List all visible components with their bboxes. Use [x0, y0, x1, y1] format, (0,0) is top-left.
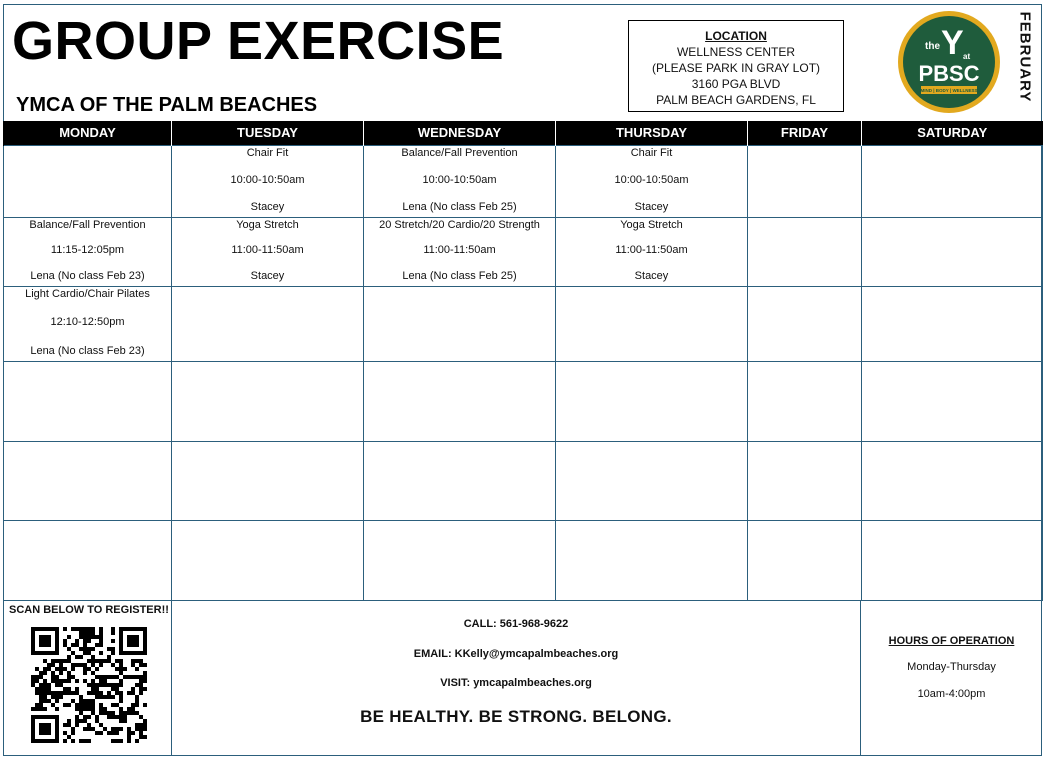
- schedule-cell: [862, 441, 1043, 520]
- schedule-row: [4, 441, 1043, 520]
- class-name: Light Cardio/Chair Pilates: [25, 287, 150, 300]
- schedule-cell: [172, 217, 364, 286]
- class-time: 12:10-12:50pm: [50, 316, 125, 328]
- schedule-cell: [172, 145, 364, 217]
- schedule-cell: [862, 361, 1043, 441]
- schedule-cell: [4, 145, 172, 217]
- schedule-cell: [172, 286, 364, 361]
- scan-label: SCAN BELOW TO REGISTER!!: [9, 604, 169, 616]
- schedule-cell: [862, 217, 1043, 286]
- schedule-cell: [172, 520, 364, 600]
- schedule-cell: [862, 520, 1043, 600]
- schedule-table: [3, 121, 1043, 601]
- footer: [3, 601, 1042, 756]
- location-line: PALM BEACH GARDENS, FL: [656, 93, 816, 107]
- register-panel: [3, 601, 172, 756]
- day-header-monday: MONDAY: [4, 121, 172, 145]
- class-time: 11:00-11:50am: [231, 244, 304, 256]
- schedule-cell: [4, 217, 172, 286]
- logo-tagline: MIND | BODY | WELLNESS: [920, 88, 978, 93]
- schedule-cell: [556, 441, 748, 520]
- schedule-cell: [364, 145, 556, 217]
- motto: BE HEALTHY. BE STRONG. BELONG.: [360, 707, 672, 726]
- class-entry: [558, 146, 745, 214]
- schedule-cell: [556, 145, 748, 217]
- schedule-cell: [364, 520, 556, 600]
- organization-name: YMCA OF THE PALM BEACHES: [16, 94, 318, 116]
- day-header-saturday: SATURDAY: [862, 121, 1043, 145]
- contact-website: VISIT: ymcapalmbeaches.org: [440, 677, 592, 689]
- schedule-cell: [172, 361, 364, 441]
- hours-time: 10am-4:00pm: [917, 688, 986, 700]
- register-qr-code[interactable]: [31, 627, 147, 743]
- class-instructor: Stacey: [250, 200, 285, 213]
- schedule-cell: [556, 286, 748, 361]
- schedule-row: [4, 520, 1043, 600]
- schedule-cell: [4, 520, 172, 600]
- location-line: 3160 PGA BLVD: [691, 77, 781, 91]
- class-time: 10:00-10:50am: [422, 173, 497, 186]
- schedule-body: [4, 145, 1043, 600]
- class-instructor: Stacey: [634, 200, 669, 213]
- hours-heading: HOURS OF OPERATION: [888, 635, 1015, 647]
- class-name: Yoga Stretch: [620, 218, 683, 231]
- page-title: GROUP EXERCISE: [12, 11, 505, 71]
- day-header-wednesday: WEDNESDAY: [364, 121, 556, 145]
- day-header-tuesday: TUESDAY: [172, 121, 364, 145]
- schedule-cell: [556, 217, 748, 286]
- class-time: 11:00-11:50am: [615, 244, 688, 256]
- schedule-cell: [4, 286, 172, 361]
- class-name: Balance/Fall Prevention: [29, 218, 146, 231]
- logo-at: at: [963, 52, 971, 61]
- month-text: FEBRUARY: [1016, 11, 1034, 103]
- class-time: 11:15-12:05pm: [50, 244, 125, 256]
- class-name: 20 Stretch/20 Cardio/20 Strength: [379, 218, 540, 231]
- logo-name: PBSC: [918, 61, 980, 86]
- day-header-row: [4, 121, 1043, 145]
- class-name: Chair Fit: [630, 146, 673, 159]
- location-box: [628, 20, 844, 112]
- contact-phone: CALL: 561-968-9622: [463, 618, 569, 630]
- location-line: WELLNESS CENTER: [676, 45, 796, 59]
- schedule-cell: [748, 520, 862, 600]
- logo-the: the: [925, 41, 940, 52]
- class-instructor: Lena (No class Feb 25): [402, 200, 517, 213]
- hours-panel: [861, 601, 1042, 756]
- logo-y: Y: [941, 24, 964, 62]
- class-instructor: Lena (No class Feb 25): [402, 269, 517, 282]
- class-entry: [6, 287, 169, 358]
- schedule-cell: [748, 145, 862, 217]
- class-time: 11:00-11:50am: [423, 244, 496, 256]
- class-entry: [174, 146, 361, 214]
- schedule-cell: [748, 286, 862, 361]
- schedule-cell: [364, 361, 556, 441]
- hours-days: Monday-Thursday: [907, 661, 996, 673]
- day-header-friday: FRIDAY: [748, 121, 862, 145]
- schedule-cell: [364, 441, 556, 520]
- day-header-thursday: THURSDAY: [556, 121, 748, 145]
- class-time: 10:00-10:50am: [230, 173, 305, 186]
- class-name: Chair Fit: [246, 146, 289, 159]
- class-entry: [174, 218, 361, 283]
- schedule-cell: [748, 441, 862, 520]
- schedule-cell: [862, 286, 1043, 361]
- schedule-row: [4, 145, 1043, 217]
- schedule-cell: [364, 217, 556, 286]
- class-instructor: Stacey: [250, 269, 285, 282]
- class-name: Yoga Stretch: [236, 218, 299, 231]
- class-time: 10:00-10:50am: [614, 173, 689, 186]
- schedule-cell: [364, 286, 556, 361]
- class-entry: [6, 218, 169, 283]
- schedule-row: [4, 286, 1043, 361]
- contact-email: EMAIL: KKelly@ymcapalmbeaches.org: [413, 648, 619, 660]
- class-instructor: Stacey: [634, 269, 669, 282]
- contact-panel: [172, 601, 861, 756]
- location-line: (PLEASE PARK IN GRAY LOT): [651, 61, 821, 75]
- class-instructor: Lena (No class Feb 23): [30, 344, 145, 357]
- month-label: [1010, 12, 1040, 102]
- schedule-cell: [4, 361, 172, 441]
- location-heading: LOCATION: [705, 29, 767, 43]
- schedule-row: [4, 217, 1043, 286]
- schedule-cell: [556, 361, 748, 441]
- schedule-row: [4, 361, 1043, 441]
- schedule-cell: [4, 441, 172, 520]
- class-entry: [366, 146, 553, 214]
- schedule-cell: [862, 145, 1043, 217]
- class-instructor: Lena (No class Feb 23): [30, 269, 145, 282]
- ymca-pbsc-logo: [897, 10, 1001, 114]
- class-name: Balance/Fall Prevention: [401, 146, 518, 159]
- schedule-cell: [748, 361, 862, 441]
- schedule-cell: [748, 217, 862, 286]
- class-entry: [558, 218, 745, 283]
- schedule-cell: [172, 441, 364, 520]
- schedule-cell: [556, 520, 748, 600]
- class-entry: [366, 218, 553, 283]
